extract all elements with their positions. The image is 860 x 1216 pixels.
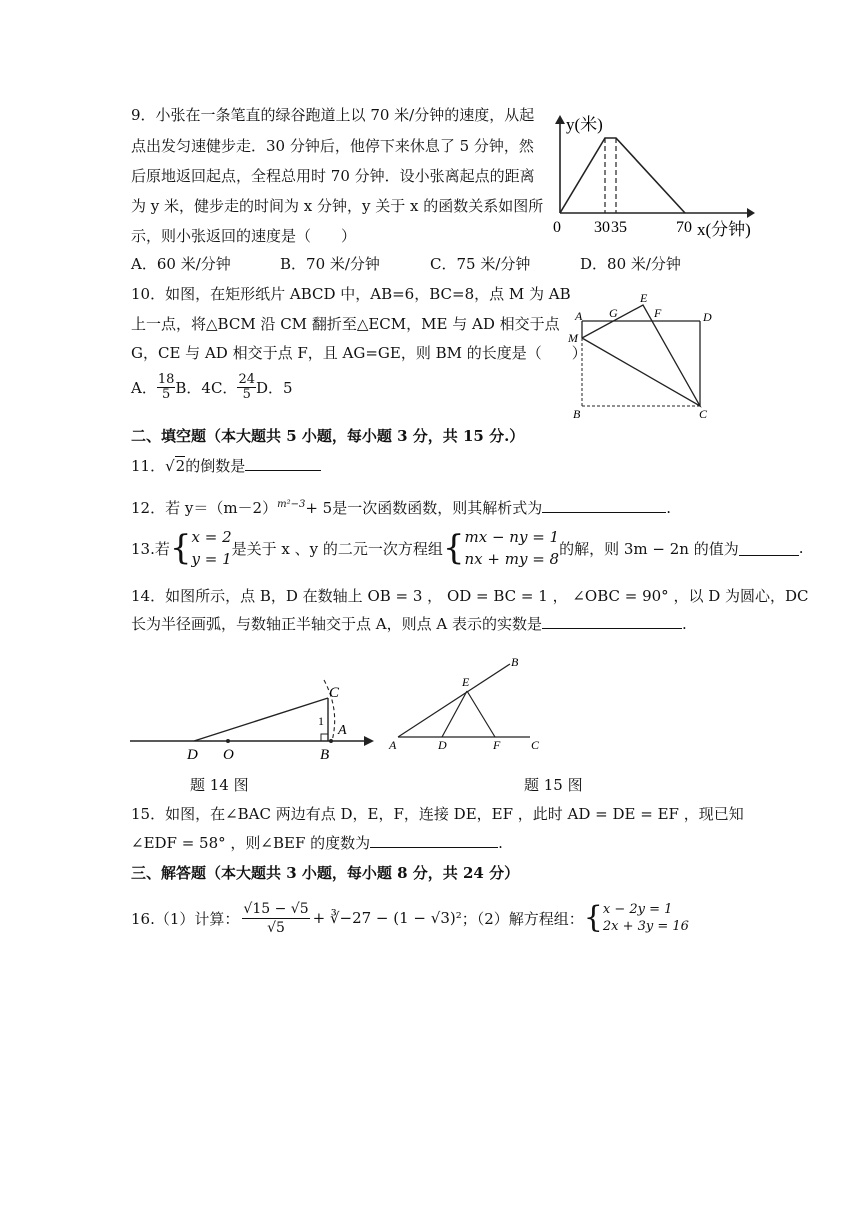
q15-label-b: B (511, 655, 519, 669)
q16 (131, 893, 689, 943)
q13-eq-2: nx + my = 8 (464, 550, 560, 568)
q13-brace-1: { (169, 528, 192, 568)
q13-eq-1: mx − ny = 1 (464, 528, 560, 546)
q12 (131, 494, 671, 519)
q15-caption: 题 15 图 (524, 776, 583, 794)
q14-label-one: 1 (318, 714, 324, 728)
q11-suffix: 的倒数是 (185, 457, 246, 475)
q14-line-1: 14．如图所示，点 B，D 在数轴上 OB = 3 ， OD = BC = 1 ， ∠OBC = 90° ，以 D 为圆心，DC (131, 587, 809, 605)
q10-label-a: A (575, 309, 583, 323)
q14-label-d: D (187, 747, 198, 763)
q15-end: . (498, 834, 503, 852)
q10-option-b: B．4C． (175, 379, 238, 397)
q16-denominator: √5 (267, 919, 285, 936)
q10-option-c-fraction (237, 373, 256, 402)
q10-label-e: E (640, 291, 648, 305)
q11-prefix: 11． (131, 457, 166, 475)
q14-label-c: C (329, 685, 340, 701)
q15-line-1: 15．如图，在∠BAC 两边有点 D，E，F，连接 DE，EF ，此时 AD = DE = EF ，现已知 (131, 805, 744, 823)
graph-xlabel: x(分钟) (697, 220, 751, 239)
q10-option-a-denominator: 5 (161, 387, 171, 402)
q9-option-d: D．80 米/分钟 (580, 255, 681, 273)
q14-line-2-text: 长为半径画弧，与数轴正半轴交于点 A，则点 A 表示的实数是 (131, 615, 542, 633)
q10-option-a-fraction (157, 373, 176, 402)
graph-tick-35: 35 (611, 219, 627, 236)
q15-label-f: F (493, 738, 501, 752)
q13-equation-system (465, 526, 560, 570)
q13-brace-2: { (442, 528, 465, 568)
q15-label-c: C (531, 738, 540, 752)
q10-option-c-numerator: 24 (238, 372, 255, 387)
q10-line-2: 上一点，将△BCM 沿 CM 翻折至△ECM，ME 与 AD 相交于点 (131, 315, 560, 333)
q16-rest: + ∛−27 − (1 − √3)² (312, 909, 462, 927)
q9-line-3: 后原地返回起点，全程总用时 70 分钟．设小张离起点的距离 (131, 167, 535, 185)
q13-middle: 是关于 x 、y 的二元一次方程组 (231, 539, 443, 558)
q12-end: . (666, 499, 672, 517)
q14-label-b: B (320, 747, 330, 763)
q14-answer-blank (542, 614, 682, 629)
q15-figure (385, 652, 550, 757)
q9-graph (545, 110, 760, 245)
q14-label-a: A (338, 723, 347, 738)
q13-end: . (798, 539, 804, 557)
q12-suffix: 是一次函数函数，则其解析式为 (332, 499, 543, 517)
q13 (131, 525, 804, 571)
q14-figure (128, 675, 378, 765)
q13-solution-system (192, 526, 232, 570)
q10-option-d: D．5 (255, 379, 293, 397)
q12-answer-blank (542, 498, 666, 513)
q10-options (131, 373, 293, 402)
q10-label-f: F (654, 306, 662, 320)
q9-line-4: 为 y 米，健步走的时间为 x 分钟，y 关于 x 的函数关系如图所 (131, 197, 544, 215)
q16-numerator: √15 − √5 (243, 900, 309, 917)
q10-figure (565, 288, 725, 423)
q15-label-e: E (462, 675, 470, 689)
q15-line-2-text: ∠EDF = 58° ，则∠BEF 的度数为 (131, 834, 371, 852)
q13-suffix: 的解，则 3m − 2n 的值为 (559, 539, 739, 558)
q12-exponent: m²−3 (277, 499, 306, 510)
q14-caption: 题 14 图 (190, 776, 249, 794)
q16-eq-2: 2x + 3y = 16 (602, 919, 689, 934)
q10-label-b: B (573, 407, 581, 421)
q10-line-1: 10．如图，在矩形纸片 ABCD 中，AB=6，BC=8，点 M 为 AB (131, 285, 571, 303)
q10-label-m: M (568, 331, 578, 345)
q10-label-c: C (699, 407, 708, 421)
q13-sol-x: x = 2 (191, 528, 232, 546)
q14-line-2 (131, 613, 687, 635)
q15-label-d: D (438, 738, 447, 752)
q9-line-1: 9．小张在一条笔直的绿谷跑道上以 70 米/分钟的速度，从起 (131, 106, 535, 124)
graph-ylabel: y(米) (566, 115, 603, 134)
q10-label-g: G (609, 306, 618, 320)
q10-option-a-numerator: 18 (157, 372, 175, 387)
q9-line-5: 示，则小张返回的速度是（ ） (131, 227, 357, 245)
q10-option-c-denominator: 5 (242, 387, 251, 402)
q11-sqrt: √2 (165, 457, 186, 475)
q10-option-a-prefix: A． (131, 379, 157, 397)
q12-prefix: 12．若 y＝（m－2） (131, 499, 278, 517)
section-2-title: 二、填空题（本大题共 5 小题，每小题 3 分，共 15 分.） (131, 427, 525, 445)
q16-eq-1: x − 2y = 1 (602, 902, 673, 917)
q9-line-2: 点出发匀速健步走．30 分钟后，他停下来休息了 5 分钟，然 (131, 137, 534, 155)
q9-option-b: B．70 米/分钟 (280, 255, 380, 273)
graph-tick-30: 30 (594, 219, 610, 236)
q13-answer-blank (739, 541, 799, 556)
q13-prefix: 13.若 (131, 539, 170, 558)
section-3-title: 三、解答题（本大题共 3 小题，每小题 8 分，共 24 分） (131, 864, 520, 882)
q14-label-o: O (223, 747, 234, 763)
q16-part2: ；（2）解方程组： (461, 909, 584, 928)
q16-fraction (242, 900, 309, 937)
q9-option-c: C．75 米/分钟 (430, 255, 531, 273)
q16-prefix: 16.（1）计算： (131, 909, 240, 928)
q11-answer-blank (245, 456, 321, 471)
q12-plus: + 5 (305, 499, 333, 517)
q15-label-a: A (389, 738, 397, 752)
q13-sol-y: y = 1 (191, 550, 232, 568)
q14-end: . (681, 615, 687, 633)
q16-brace: { (583, 900, 603, 935)
q16-system (603, 901, 689, 935)
q10-line-3: G，CE 与 AD 相交于点 F，且 AG=GE，则 BM 的长度是（ ） (131, 344, 587, 362)
graph-origin: 0 (553, 219, 561, 236)
q15-line-2 (131, 832, 503, 854)
graph-tick-70: 70 (676, 219, 692, 236)
q15-answer-blank (370, 833, 498, 848)
q9-option-a: A．60 米/分钟 (131, 255, 231, 273)
q10-label-d: D (703, 310, 712, 324)
q11 (131, 455, 321, 477)
q11-radicand: 2 (175, 457, 186, 475)
